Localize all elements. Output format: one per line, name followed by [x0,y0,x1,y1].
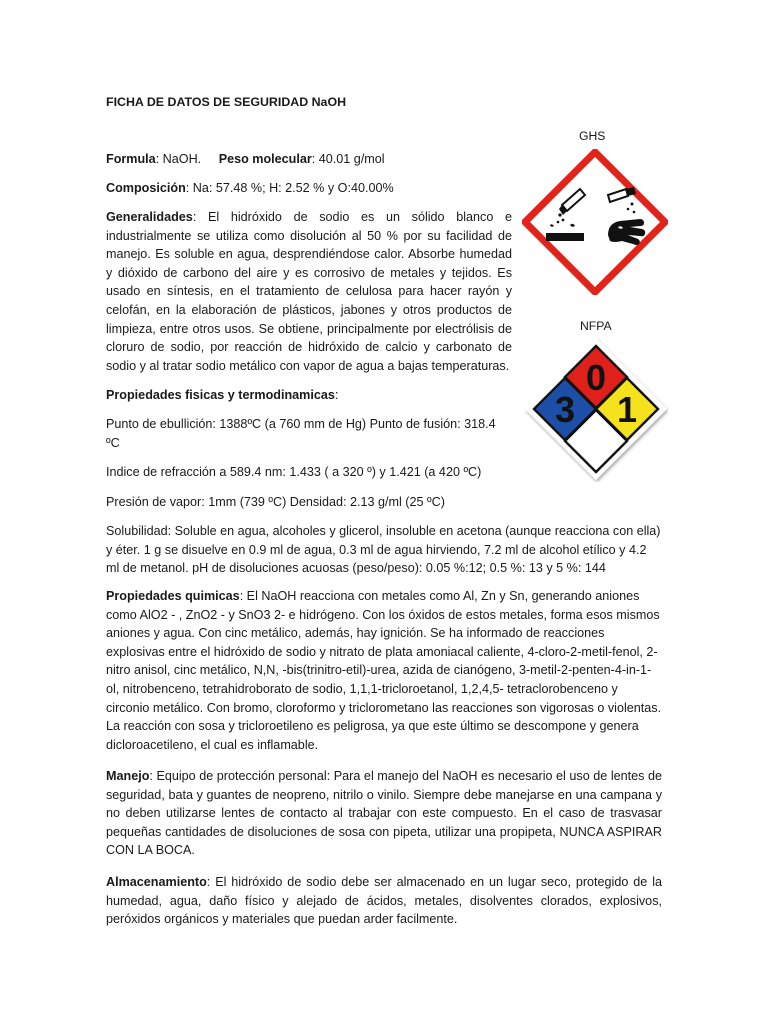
manejo-label: Manejo [106,769,150,783]
ghs-label: GHS [579,129,606,143]
generalidades-label: Generalidades [106,210,193,224]
almacenamiento-paragraph [106,873,662,929]
manejo-paragraph [106,767,662,860]
composicion-label: Composición [106,181,186,195]
ebullicion-line: Punto de ebullición: 1388ºC (a 760 mm de Hg) Punto de fusión: 318.4 ºC [106,417,496,450]
propiedades-fisicas-label: Propiedades fisicas y termodinamicas [106,388,335,402]
propiedades-fisicas-colon: : [334,388,339,402]
corrosion-icon [522,149,668,295]
propiedades-fisicas-heading [106,386,512,405]
manejo-text: : Equipo de protección personal: Para el manejo del NaOH es necesario el uso de lentes de seguridad, bata y guantes de neopreno, nitrilo o vinilo. Siempre debe manejarse en una campana y no deben utilizarse lentes de contacto al trabajar con este compuesto. En el caso de trasvasar pequeñas cantidades de disoluciones de sosa con pipeta, utilizar una propipeta, NUNCA ASPIRAR CON LA BOCA. [106,769,662,858]
composicion-line [106,179,512,198]
formula-label: Formula [106,152,156,166]
document-title: FICHA DE DATOS DE SEGURIDAD NaOH [106,95,347,109]
almacenamiento-text: : El hidróxido de sodio debe ser almacenado en un lugar seco, protegido de la humedad, agua, daño físico y alejado de ácidos, metales, disolventes clorados, explosivos, peróxidos orgánicos y materiales que puedan arder facilmente. [106,875,662,927]
nfpa-label: NFPA [580,319,612,333]
peso-value: : 40.01 g/mol [311,152,385,166]
solubilidad-paragraph: Solubilidad: Soluble en agua, alcoholes y glicerol, insoluble en acetona (aunque reacciona con ella) y éter. 1 g se disuelve en 0.9 ml de agua, 0.3 ml de agua hirviendo, 7.2 ml de alcohol etílico y 4.2 ml de metanol. pH de disoluciones acuosas (peso/peso): 0.05 %:12; 0.5 %: 13 y 5 %: 144 [106,524,661,576]
propiedades-quimicas-text: : El NaOH reacciona con metales como Al, Zn y Sn, generando aniones como AlO2 - , ZnO2 - y SnO3 2- e hidrógeno. Con los óxidos de estos metales, forma esos mismos aniones y agua. Con cinc metálico, además, hay ignición. Se ha informado de reacciones explosivas entre el hidróxido de sodio y nitrato de plata amoniacal caliente, 4-cloro-2-metil-fenol, 2-nitro anisol, cinc metálico, N,N, -bis(trinitro-etil)-urea, azida de cianógeno, 3-metil-2-penten-4-in-1-ol, nitrobenceno, tetrahidroborato de sodio, 1,1,1-tricloroetanol, 1,2,4,5- tetraclorobenceno y circonio metálico. Con bromo, cloroformo y triclorometano las reacciones son vigorosas o violentas. La reacción con sosa y tricloroetileno es peligrosa, ya que este último se descompone y genera dicloroacetileno, el cual es inflamable. [106,589,662,752]
formula-value: : NaOH. [155,152,202,166]
presion-line: Presión de vapor: 1mm (739 ºC) Densidad: 2.13 g/ml (25 ºC) [106,495,445,509]
propiedades-quimicas-label: Propiedades quimicas [106,589,240,603]
formula-line [106,150,512,169]
nfpa-diamond [523,336,669,482]
nfpa-reactivity-value: 1 [616,389,638,430]
almacenamiento-label: Almacenamiento [106,875,207,889]
nfpa-health-value: 3 [554,389,576,430]
ghs-corrosive-pictogram [522,149,668,295]
composicion-value: : Na: 57.48 %; H: 2.52 % y O:40.00% [185,181,394,195]
generalidades-paragraph [106,208,512,375]
refraccion-line: Indice de refracción a 589.4 nm: 1.433 ( a 320 º) y 1.421 (a 420 ºC) [106,465,482,479]
generalidades-text: : El hidróxido de sodio es un sólido blanco e industrialmente se utiliza como disolución al 50 % por su facilidad de manejo. Es soluble en agua, desprendiéndose calor. Absorbe humedad y dióxido de carbono del aire y es corrosivo de metales y tejidos. Es usado en síntesis, en el tratamiento de celulosa para hacer rayón y celofán, en la elaboración de plásticos, jabones y otros productos de limpieza, entre otros usos. Se obtiene, principalmente por electrólisis de cloruro de sodio, por reacción de hidróxido de calcio y carbonato de sodio y al tratar sodio metálico con vapor de agua a bajas temperaturas. [106,210,512,373]
nfpa-flammability-value: 0 [585,357,607,398]
peso-label: Peso molecular [218,152,312,166]
propiedades-quimicas-paragraph [106,587,662,754]
